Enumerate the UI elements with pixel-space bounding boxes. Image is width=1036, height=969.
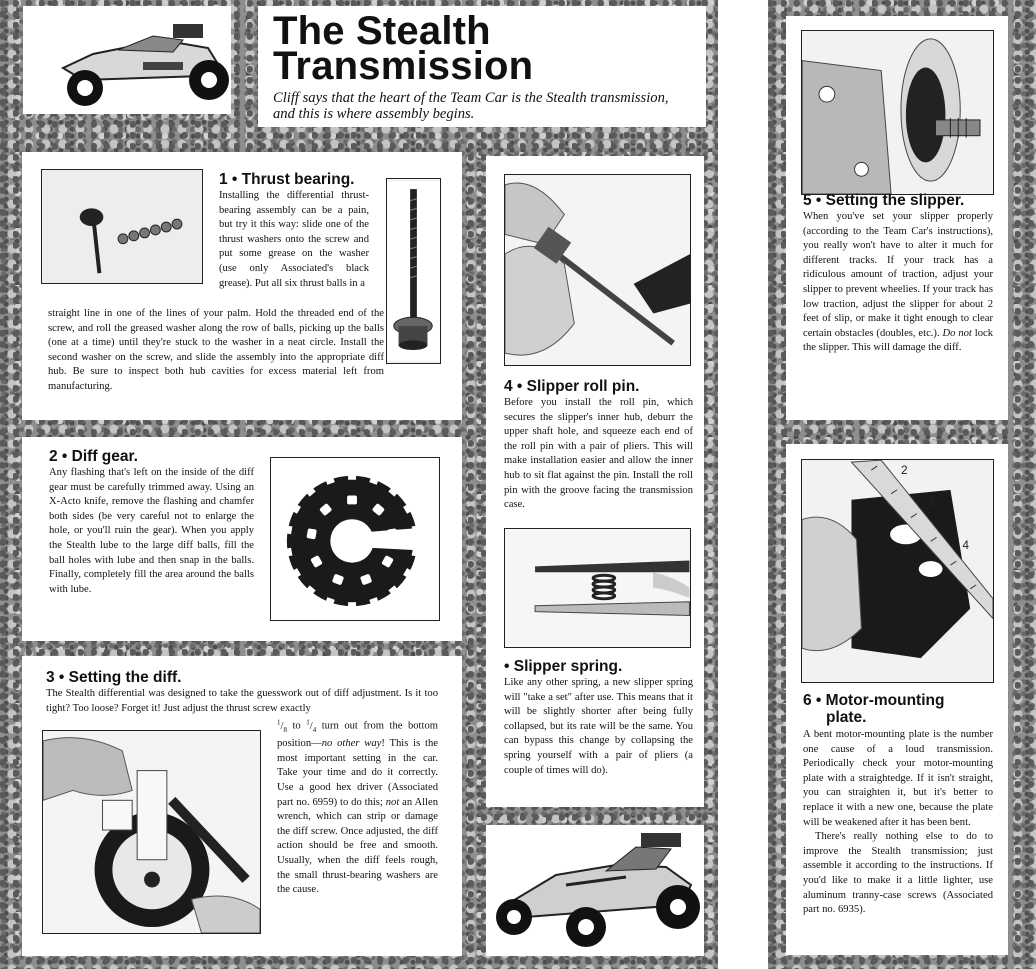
diff-gear-photo — [270, 457, 440, 621]
step-5-heading: 5 • Setting the slipper. — [803, 192, 965, 209]
step-6-paragraph-2: There's really nothing else to do to improve the Stealth transmission; just assemble it according to the instructions. If you'd like to make it a little lighter, use aluminum tranny-case screws (Associated part no. 6935). — [803, 831, 993, 916]
step-5-body — [803, 210, 993, 356]
title-panel — [258, 6, 706, 127]
thrust-screw-photo — [386, 178, 441, 364]
slipper-spring-photo — [504, 528, 691, 648]
step-2-body: Any flashing that's left on the inside of the diff gear must be carefully trimmed away. Using an X-Acto knife, remove the flashing and chamfer both sides (be very careful not to enlarge the hole, or you'll ruin the gear). When you apply the Stealth lube to the large diff balls, fill the ball holes with lube and then snap in the balls. Finally, completely fill the area around the balls with lube. — [49, 467, 254, 595]
fraction-one-quarter: $^1/_4$ — [306, 718, 317, 734]
title-line-2: Transmission — [273, 44, 534, 88]
fraction-2-numerator: 1 — [306, 718, 310, 726]
step-6-heading-line-2: plate. — [826, 709, 867, 726]
ruler-mark-2: 2 — [900, 463, 908, 478]
ruler-mark-4: 4 — [962, 538, 969, 553]
fraction-1-denominator: 8 — [283, 725, 287, 734]
roll-pin-photo — [504, 174, 691, 366]
step-3-intro — [46, 687, 438, 716]
page-gutter — [718, 0, 768, 969]
spring-heading: • Slipper spring. — [504, 658, 623, 675]
fraction-2-denominator: 4 — [312, 725, 317, 734]
step-5-body-text: When you've set your slipper properly (according to the Team Car's instructions), you really won't have to alter it much for different tracks. If your track has a ridiculous amount of traction, adjust your slipper to prevent wheelies. If your track has low traction, adjust the slipper for about 2 feet of slip, or make it tight enough to clear certain obstacles (doubles, etc.). — [803, 211, 993, 339]
bottom-car-panel — [486, 825, 704, 956]
step-2-heading: 2 • Diff gear. — [49, 448, 138, 465]
gear-icon — [271, 458, 439, 620]
spring-icon — [505, 529, 690, 647]
step-1-body-continued: straight line in one of the lines of your palm. Hold the threaded end of the screw, and roll the greased washer along the row of balls, picking up the balls (one at a time) until they're stuck to the washer in a neat circle. Install the second washer on the screw, and slide the assembly into the appropriate diff hub. Be sure to inspect both hub cavities for excess material left from manufacturing. — [48, 308, 384, 392]
fraction-1-numerator: 1 — [277, 718, 281, 726]
buggy-icon — [23, 6, 231, 114]
step-3-body — [277, 715, 438, 898]
step-6-paragraph-1: A bent motor-mounting plate is the number one cause of a loud transmission. Periodically check your motor-mounting plate with a straightedge. If it isn't straight, you can straighten it, but it's better to replace it with a new one, because the plate will be weakened after it has been bent. — [803, 729, 993, 828]
page-subtitle: Cliff says that the heart of the Team Car is the Stealth transmission, and this is where assembly begins. — [273, 90, 669, 122]
step-3-text-c: an Allen wrench, which can strip or damage the diff screw. Once adjusted, the diff action should be free and smooth. Usually, when the diff feels rough, the small thrust-bearing washers are the cause. — [277, 796, 438, 896]
step-1-text-wrap — [219, 171, 369, 291]
title-line-1: The Stealth — [273, 9, 491, 53]
step-6-heading — [803, 692, 993, 726]
spring-body: Like any other spring, a new slipper spring will "take a set" after use. This means that it will be slightly shorter after being fully collapsed, but its rate will be the same. You can bypass this change by collapsing the spring yourself with a pair of pliers (a couple of times will do). — [504, 677, 693, 776]
step-4-heading: 4 • Slipper roll pin. — [504, 378, 640, 395]
step-4-panel — [486, 156, 704, 807]
step-3-not: not — [385, 796, 400, 808]
screw-and-balls-icon — [42, 170, 202, 283]
step-1-heading: 1 • Thrust bearing. — [219, 171, 355, 188]
slipper-photo — [801, 30, 994, 195]
step-6-heading-line-1: 6 • Motor-mounting — [803, 692, 945, 709]
step-5-emphasis: Do not — [942, 327, 972, 339]
fraction-one-eighth: $^1/_8$ — [277, 718, 287, 734]
page-title — [273, 9, 692, 88]
step-3-heading: 3 • Setting the diff. — [46, 669, 182, 686]
motor-plate-photo — [801, 459, 994, 683]
race-car-icon — [486, 825, 704, 956]
step-3-emphasis: no other way — [321, 738, 382, 750]
step-3-text-wrap — [46, 669, 438, 716]
step-6-panel — [786, 444, 1008, 955]
step-2-text-wrap — [49, 448, 254, 597]
header-car-photo — [23, 6, 231, 114]
ruler-mark-3: 3 — [928, 496, 936, 511]
step-1-body: Installing the differential thrust-bearing assembly can be a pain, but try it this way: slide one of the thrust washers onto the screw and put some grease on the washer (use only Associated's black grease). Put all six thrust balls in a — [219, 190, 369, 289]
step-2-panel — [22, 437, 462, 641]
step-4-text-wrap — [504, 378, 693, 513]
step-4-body: Before you install the roll pin, which secures the slipper's inner hub, deburr the upper shaft hole, and squeeze each end of the roll pin with a pair of pliers. This will make installation easier and allow the inner hub to sit flat against the pin. Install the roll pin with the groove facing the transmission case. — [504, 397, 693, 511]
step-6-body — [803, 728, 993, 918]
pliers-and-shaft-icon — [505, 175, 690, 365]
step-5-body-after: lock the slipper. This will damage the diff. — [803, 327, 993, 354]
step-3-intro-text: The Stealth differential was designed to take the guesswork out of diff adjustment. Is it too tight? Too loose? Forget it! Just adjust the thrust screw exactly — [46, 688, 438, 714]
diff-adjust-icon — [43, 731, 260, 933]
step-3-text-b: ! This is the most important setting in the car. Take your time and do it correctly. Use a good hex driver (Associated part no. 6959) to do this; — [277, 738, 439, 808]
threaded-screw-icon — [387, 179, 440, 363]
slipper-clutch-icon — [802, 31, 993, 194]
spring-text-wrap — [504, 658, 693, 778]
step-1-panel — [22, 152, 462, 420]
fraction-separator: to — [286, 720, 307, 732]
thrust-bearing-photo — [41, 169, 203, 284]
plate-and-ruler-icon — [802, 460, 993, 682]
step-3-panel — [22, 656, 462, 956]
step-3-text-a: turn out from the bottom position— — [277, 720, 438, 750]
step-5-panel — [786, 16, 1008, 420]
step-5-text-wrap — [803, 192, 993, 356]
step-6-text-wrap — [803, 692, 993, 918]
hex-driver-photo — [42, 730, 261, 934]
